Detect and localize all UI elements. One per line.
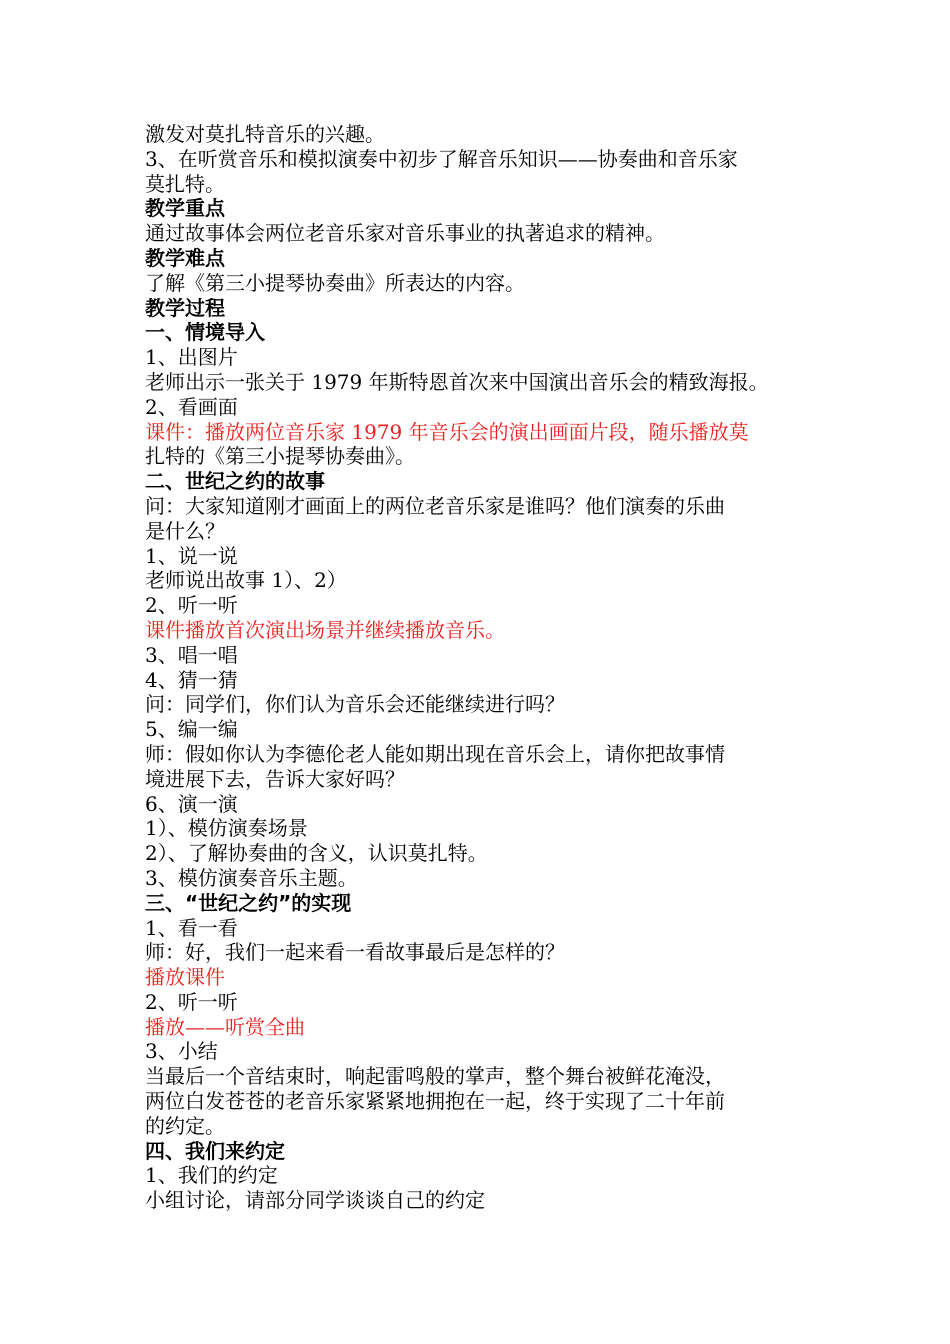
text-line: 4、猜一猜 [145, 667, 238, 692]
text-line: 1）、模仿演奏场景 [145, 816, 308, 841]
text-line: 3、唱一唱 [145, 642, 238, 667]
text-line: 莫扎特。 [145, 171, 225, 196]
text-line: 扎特的《第三小提琴协奏曲》。 [145, 444, 415, 469]
text-line: 2、听一听 [145, 593, 238, 618]
text-line: 师：假如你认为李德伦老人能如期出现在音乐会上，请你把故事情 [145, 741, 725, 766]
text-line: 问：大家知道刚才画面上的两位老音乐家是谁吗？他们演奏的乐曲 [145, 493, 725, 518]
section-heading: 三、“世纪之约”的实现 [145, 890, 352, 915]
text-line: 1、我们的约定 [145, 1163, 278, 1188]
text-line: 1、说一说 [145, 543, 238, 568]
text-line: 当最后一个音结束时，响起雷鸣般的掌声，整个舞台被鲜花淹没， [145, 1064, 725, 1089]
courseware-note: 播放——听赏全曲 [145, 1014, 305, 1039]
text-line: 问：同学们，你们认为音乐会还能继续进行吗？ [145, 692, 565, 717]
text-line: 境进展下去，告诉大家好吗？ [145, 766, 405, 791]
section-heading: 四、我们来约定 [145, 1138, 285, 1163]
text-line: 是什么？ [145, 518, 225, 543]
text-line: 2、看画面 [145, 394, 238, 419]
text-line: 3、模仿演奏音乐主题。 [145, 865, 358, 890]
text-line: 5、编一编 [145, 717, 238, 742]
section-heading: 教学重点 [145, 196, 225, 221]
text-line: 两位白发苍苍的老音乐家紧紧地拥抱在一起，终于实现了二十年前 [145, 1089, 725, 1114]
text-line: 3、小结 [145, 1039, 218, 1064]
text-line: 1、看一看 [145, 915, 238, 940]
text-line: 激发对莫扎特音乐的兴趣。 [145, 122, 385, 146]
text-line: 师：好，我们一起来看一看故事最后是怎样的？ [145, 940, 565, 965]
text-line: 通过故事体会两位老音乐家对音乐事业的执著追求的精神。 [145, 221, 665, 246]
text-line: 2、听一听 [145, 989, 238, 1014]
text-line: 老师说出故事 1）、2） [145, 568, 347, 593]
text-line: 3、在听赏音乐和模拟演奏中初步了解音乐知识——协奏曲和音乐家 [145, 146, 738, 171]
section-heading: 二、世纪之约的故事 [145, 469, 325, 494]
text-line: 了解《第三小提琴协奏曲》所表达的内容。 [145, 270, 525, 295]
section-heading: 教学过程 [145, 295, 225, 320]
courseware-note: 课件：播放两位音乐家 1979 年音乐会的演出画面片段，随乐播放莫 [145, 419, 749, 444]
text-line: 2）、了解协奏曲的含义，认识莫扎特。 [145, 841, 488, 866]
section-heading: 一、情境导入 [145, 320, 265, 345]
text-line: 的约定。 [145, 1113, 225, 1138]
courseware-note: 播放课件 [145, 965, 225, 990]
text-line: 1、出图片 [145, 345, 238, 370]
section-heading: 教学难点 [145, 245, 225, 270]
text-line: 小组讨论，请部分同学谈谈自己的约定 [145, 1188, 485, 1213]
document-page [145, 122, 820, 1213]
text-line: 老师出示一张关于 1979 年斯特恩首次来中国演出音乐会的精致海报。 [145, 369, 769, 394]
courseware-note: 课件播放首次演出场景并继续播放音乐。 [145, 617, 505, 642]
text-line: 6、演一演 [145, 791, 238, 816]
